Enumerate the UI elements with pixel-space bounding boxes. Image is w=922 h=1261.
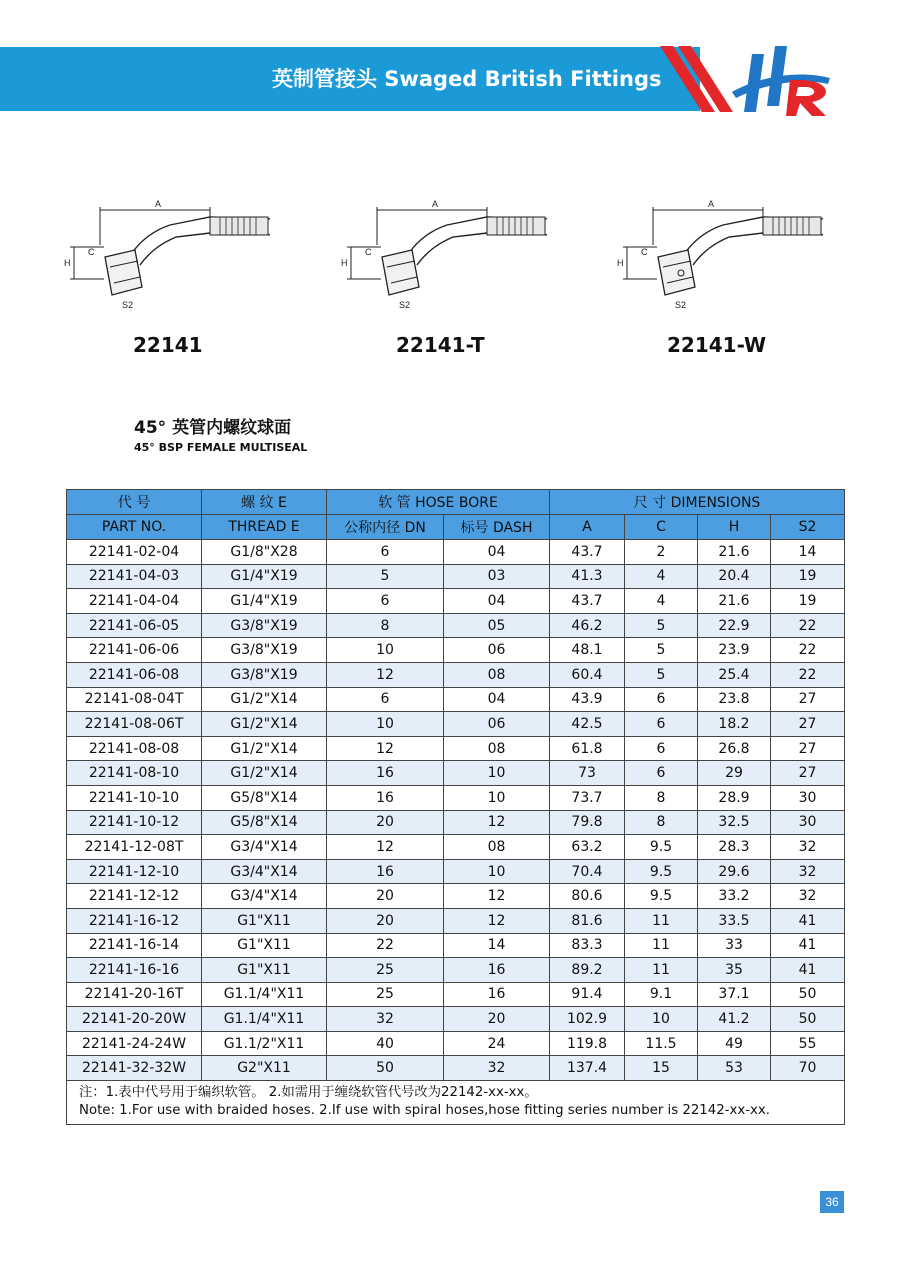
table-row bbox=[67, 761, 845, 786]
cell-dim-s2: 22 bbox=[771, 613, 845, 638]
section-title-cn: 45° 英管内螺纹球面 bbox=[134, 418, 292, 438]
cell-dn: 12 bbox=[327, 835, 444, 860]
cell-dim-a: 43.7 bbox=[550, 589, 625, 614]
table-row bbox=[67, 835, 845, 860]
cell-dn: 5 bbox=[327, 564, 444, 589]
cell-thread: G1/2"X14 bbox=[202, 687, 327, 712]
cell-thread: G3/4"X14 bbox=[202, 859, 327, 884]
table-row bbox=[67, 958, 845, 983]
cell-dash: 05 bbox=[444, 613, 550, 638]
cell-dim-h: 49 bbox=[698, 1031, 771, 1056]
cell-part-no: 22141-20-16T bbox=[67, 982, 202, 1007]
cell-dim-s2: 19 bbox=[771, 564, 845, 589]
cell-dim-c: 6 bbox=[625, 761, 698, 786]
dim-label-a: A bbox=[708, 199, 715, 209]
cell-dim-s2: 19 bbox=[771, 589, 845, 614]
table-header-row bbox=[67, 515, 845, 540]
table-row bbox=[67, 662, 845, 687]
cell-dim-h: 18.2 bbox=[698, 712, 771, 737]
cell-dash: 08 bbox=[444, 662, 550, 687]
page-title: 英制管接头 Swaged British Fittings bbox=[272, 67, 662, 91]
cell-thread: G1.1/4"X11 bbox=[202, 1007, 327, 1032]
table-note bbox=[67, 1081, 845, 1125]
table-row bbox=[67, 933, 845, 958]
cell-dim-a: 73 bbox=[550, 761, 625, 786]
dim-label-h: H bbox=[64, 258, 71, 268]
cell-dn: 10 bbox=[327, 638, 444, 663]
cell-dim-c: 6 bbox=[625, 712, 698, 737]
table-row bbox=[67, 687, 845, 712]
cell-dash: 04 bbox=[444, 589, 550, 614]
table-row bbox=[67, 810, 845, 835]
cell-dash: 24 bbox=[444, 1031, 550, 1056]
cell-dim-a: 102.9 bbox=[550, 1007, 625, 1032]
note-en: Note: 1.For use with braided hoses. 2.If use with spiral hoses,hose fitting series number is 22142-xx-xx. bbox=[79, 1103, 770, 1119]
table-row bbox=[67, 859, 845, 884]
cell-dim-s2: 30 bbox=[771, 785, 845, 810]
dim-label-c: C bbox=[641, 247, 648, 257]
cell-part-no: 22141-32-32W bbox=[67, 1056, 202, 1081]
cell-dim-a: 42.5 bbox=[550, 712, 625, 737]
cell-dim-s2: 30 bbox=[771, 810, 845, 835]
cell-dim-s2: 27 bbox=[771, 687, 845, 712]
spec-table bbox=[66, 489, 845, 1125]
dim-label-s2: S2 bbox=[399, 300, 411, 310]
cell-dim-a: 70.4 bbox=[550, 859, 625, 884]
cell-dim-c: 11.5 bbox=[625, 1031, 698, 1056]
cell-thread: G1"X11 bbox=[202, 933, 327, 958]
cell-dash: 04 bbox=[444, 687, 550, 712]
cell-dim-h: 26.8 bbox=[698, 736, 771, 761]
table-row bbox=[67, 736, 845, 761]
cell-dim-s2: 27 bbox=[771, 712, 845, 737]
col-header-thread-en: THREAD E bbox=[202, 515, 327, 540]
cell-dim-h: 33.5 bbox=[698, 908, 771, 933]
cell-dim-a: 89.2 bbox=[550, 958, 625, 983]
cell-part-no: 22141-12-12 bbox=[67, 884, 202, 909]
table-row bbox=[67, 884, 845, 909]
cell-dash: 06 bbox=[444, 712, 550, 737]
cell-dn: 25 bbox=[327, 982, 444, 1007]
cell-dim-c: 9.5 bbox=[625, 859, 698, 884]
fitting-drawing-22141-w bbox=[613, 195, 823, 320]
table-row bbox=[67, 1007, 845, 1032]
cell-dim-c: 8 bbox=[625, 785, 698, 810]
cell-thread: G3/8"X19 bbox=[202, 662, 327, 687]
cell-dim-c: 5 bbox=[625, 638, 698, 663]
cell-dim-c: 11 bbox=[625, 958, 698, 983]
logo-letter-r bbox=[786, 80, 826, 116]
col-header-part-cn: 代 号 bbox=[67, 490, 202, 515]
table-row bbox=[67, 589, 845, 614]
cell-dim-s2: 70 bbox=[771, 1056, 845, 1081]
cell-dn: 20 bbox=[327, 884, 444, 909]
cell-dash: 12 bbox=[444, 908, 550, 933]
cell-dim-h: 21.6 bbox=[698, 540, 771, 565]
cell-dim-c: 11 bbox=[625, 933, 698, 958]
col-header-dn: 公称内径 DN bbox=[327, 515, 444, 540]
cell-dn: 40 bbox=[327, 1031, 444, 1056]
cell-part-no: 22141-06-05 bbox=[67, 613, 202, 638]
col-header-c: C bbox=[625, 515, 698, 540]
cell-dim-a: 81.6 bbox=[550, 908, 625, 933]
table-row bbox=[67, 613, 845, 638]
cell-dash: 16 bbox=[444, 982, 550, 1007]
cell-dim-h: 28.3 bbox=[698, 835, 771, 860]
cell-dim-h: 37.1 bbox=[698, 982, 771, 1007]
cell-dim-s2: 55 bbox=[771, 1031, 845, 1056]
table-row bbox=[67, 540, 845, 565]
col-header-a: A bbox=[550, 515, 625, 540]
part-label-22141-w: 22141-W bbox=[667, 333, 767, 357]
cell-dim-c: 6 bbox=[625, 736, 698, 761]
cell-thread: G2"X11 bbox=[202, 1056, 327, 1081]
cell-dim-h: 29 bbox=[698, 761, 771, 786]
cell-dim-h: 22.9 bbox=[698, 613, 771, 638]
col-header-part-en: PART NO. bbox=[67, 515, 202, 540]
cell-dim-s2: 41 bbox=[771, 933, 845, 958]
cell-thread: G3/8"X19 bbox=[202, 613, 327, 638]
col-header-hose-bore: 软 管 HOSE BORE bbox=[327, 490, 550, 515]
cell-dim-h: 32.5 bbox=[698, 810, 771, 835]
cell-dim-a: 79.8 bbox=[550, 810, 625, 835]
cell-part-no: 22141-08-10 bbox=[67, 761, 202, 786]
cell-dash: 08 bbox=[444, 835, 550, 860]
cell-dim-h: 29.6 bbox=[698, 859, 771, 884]
col-header-dimensions: 尺 寸 DIMENSIONS bbox=[550, 490, 845, 515]
cell-part-no: 22141-08-06T bbox=[67, 712, 202, 737]
cell-dn: 25 bbox=[327, 958, 444, 983]
cell-part-no: 22141-20-20W bbox=[67, 1007, 202, 1032]
cell-dim-h: 23.8 bbox=[698, 687, 771, 712]
part-label-22141-t: 22141-T bbox=[396, 333, 485, 357]
cell-dim-a: 60.4 bbox=[550, 662, 625, 687]
cell-dn: 16 bbox=[327, 785, 444, 810]
cell-dim-c: 5 bbox=[625, 613, 698, 638]
cell-dim-a: 83.3 bbox=[550, 933, 625, 958]
cell-dn: 32 bbox=[327, 1007, 444, 1032]
table-row bbox=[67, 908, 845, 933]
table-row bbox=[67, 1031, 845, 1056]
col-header-dash: 标号 DASH bbox=[444, 515, 550, 540]
cell-dash: 10 bbox=[444, 785, 550, 810]
note-cn: 注：1.表中代号用于编织软管。 2.如需用于缠绕软管代号改为22142-xx-xx。 bbox=[79, 1085, 538, 1101]
cell-dim-c: 9.5 bbox=[625, 884, 698, 909]
cell-dim-h: 25.4 bbox=[698, 662, 771, 687]
dim-label-a: A bbox=[432, 199, 439, 209]
cell-part-no: 22141-08-04T bbox=[67, 687, 202, 712]
cell-dim-c: 6 bbox=[625, 687, 698, 712]
cell-dim-c: 9.5 bbox=[625, 835, 698, 860]
dim-label-h: H bbox=[341, 258, 348, 268]
cell-dim-s2: 50 bbox=[771, 1007, 845, 1032]
cell-dim-c: 9.1 bbox=[625, 982, 698, 1007]
cell-dash: 06 bbox=[444, 638, 550, 663]
cell-dim-a: 73.7 bbox=[550, 785, 625, 810]
cell-dim-h: 53 bbox=[698, 1056, 771, 1081]
cell-thread: G1/2"X14 bbox=[202, 712, 327, 737]
cell-thread: G1.1/2"X11 bbox=[202, 1031, 327, 1056]
cell-part-no: 22141-12-08T bbox=[67, 835, 202, 860]
cell-dim-a: 80.6 bbox=[550, 884, 625, 909]
dim-label-a: A bbox=[155, 199, 162, 209]
cell-dim-h: 21.6 bbox=[698, 589, 771, 614]
cell-dim-a: 43.7 bbox=[550, 540, 625, 565]
cell-part-no: 22141-06-08 bbox=[67, 662, 202, 687]
cell-thread: G3/4"X14 bbox=[202, 835, 327, 860]
table-row bbox=[67, 712, 845, 737]
cell-dn: 8 bbox=[327, 613, 444, 638]
cell-dim-a: 41.3 bbox=[550, 564, 625, 589]
cell-part-no: 22141-04-03 bbox=[67, 564, 202, 589]
table-row bbox=[67, 785, 845, 810]
cell-dim-c: 4 bbox=[625, 589, 698, 614]
cell-dn: 16 bbox=[327, 859, 444, 884]
cell-part-no: 22141-04-04 bbox=[67, 589, 202, 614]
cell-dim-c: 8 bbox=[625, 810, 698, 835]
dim-label-c: C bbox=[365, 247, 372, 257]
cell-thread: G3/8"X19 bbox=[202, 638, 327, 663]
cell-part-no: 22141-12-10 bbox=[67, 859, 202, 884]
cell-dim-h: 23.9 bbox=[698, 638, 771, 663]
cell-dash: 12 bbox=[444, 884, 550, 909]
cell-dn: 10 bbox=[327, 712, 444, 737]
cell-thread: G1"X11 bbox=[202, 908, 327, 933]
cell-dash: 20 bbox=[444, 1007, 550, 1032]
table-row bbox=[67, 564, 845, 589]
cell-part-no: 22141-16-14 bbox=[67, 933, 202, 958]
cell-dim-s2: 22 bbox=[771, 662, 845, 687]
cell-dim-a: 46.2 bbox=[550, 613, 625, 638]
cell-thread: G1"X11 bbox=[202, 958, 327, 983]
col-header-h: H bbox=[698, 515, 771, 540]
part-label-22141: 22141 bbox=[133, 333, 203, 357]
cell-dim-a: 119.8 bbox=[550, 1031, 625, 1056]
cell-dim-c: 15 bbox=[625, 1056, 698, 1081]
table-row bbox=[67, 638, 845, 663]
cell-dim-h: 35 bbox=[698, 958, 771, 983]
cell-dim-c: 10 bbox=[625, 1007, 698, 1032]
cell-dim-s2: 41 bbox=[771, 908, 845, 933]
table-note-row bbox=[67, 1081, 845, 1125]
cell-dash: 03 bbox=[444, 564, 550, 589]
cell-dim-s2: 50 bbox=[771, 982, 845, 1007]
cell-dim-s2: 32 bbox=[771, 859, 845, 884]
cell-dim-h: 33 bbox=[698, 933, 771, 958]
dim-label-s2: S2 bbox=[675, 300, 687, 310]
cell-dn: 16 bbox=[327, 761, 444, 786]
cell-thread: G5/8"X14 bbox=[202, 785, 327, 810]
cell-dn: 20 bbox=[327, 908, 444, 933]
col-header-thread-cn: 螺 纹 E bbox=[202, 490, 327, 515]
cell-dim-h: 33.2 bbox=[698, 884, 771, 909]
cell-dn: 50 bbox=[327, 1056, 444, 1081]
table-row bbox=[67, 1056, 845, 1081]
cell-thread: G3/4"X14 bbox=[202, 884, 327, 909]
cell-dim-s2: 32 bbox=[771, 835, 845, 860]
cell-dim-a: 63.2 bbox=[550, 835, 625, 860]
cell-dn: 12 bbox=[327, 736, 444, 761]
cell-part-no: 22141-16-16 bbox=[67, 958, 202, 983]
cell-dim-a: 91.4 bbox=[550, 982, 625, 1007]
page-number: 36 bbox=[820, 1191, 844, 1213]
dim-label-h: H bbox=[617, 258, 624, 268]
table-row bbox=[67, 982, 845, 1007]
dim-label-c: C bbox=[88, 247, 95, 257]
cell-thread: G1/2"X14 bbox=[202, 761, 327, 786]
cell-dash: 12 bbox=[444, 810, 550, 835]
cell-dim-a: 43.9 bbox=[550, 687, 625, 712]
cell-part-no: 22141-02-04 bbox=[67, 540, 202, 565]
cell-dn: 22 bbox=[327, 933, 444, 958]
cell-thread: G5/8"X14 bbox=[202, 810, 327, 835]
cell-dim-a: 61.8 bbox=[550, 736, 625, 761]
cell-dash: 16 bbox=[444, 958, 550, 983]
cell-dim-s2: 41 bbox=[771, 958, 845, 983]
cell-dim-h: 41.2 bbox=[698, 1007, 771, 1032]
cell-part-no: 22141-10-12 bbox=[67, 810, 202, 835]
cell-dash: 08 bbox=[444, 736, 550, 761]
cell-dn: 6 bbox=[327, 540, 444, 565]
table-header-row bbox=[67, 490, 845, 515]
cell-dash: 14 bbox=[444, 933, 550, 958]
fitting-drawing-22141 bbox=[60, 195, 270, 320]
cell-dn: 20 bbox=[327, 810, 444, 835]
section-title-en: 45° BSP FEMALE MULTISEAL bbox=[134, 441, 308, 454]
cell-dim-h: 28.9 bbox=[698, 785, 771, 810]
cell-dim-c: 4 bbox=[625, 564, 698, 589]
cell-dim-a: 48.1 bbox=[550, 638, 625, 663]
cell-part-no: 22141-16-12 bbox=[67, 908, 202, 933]
cell-part-no: 22141-08-08 bbox=[67, 736, 202, 761]
cell-dn: 6 bbox=[327, 687, 444, 712]
cell-dash: 10 bbox=[444, 859, 550, 884]
cell-dim-s2: 32 bbox=[771, 884, 845, 909]
cell-dim-s2: 22 bbox=[771, 638, 845, 663]
cell-dim-c: 5 bbox=[625, 662, 698, 687]
cell-thread: G1/4"X19 bbox=[202, 564, 327, 589]
fitting-drawing-22141-t bbox=[337, 195, 547, 320]
cell-part-no: 22141-10-10 bbox=[67, 785, 202, 810]
cell-dn: 6 bbox=[327, 589, 444, 614]
cell-dash: 04 bbox=[444, 540, 550, 565]
cell-part-no: 22141-06-06 bbox=[67, 638, 202, 663]
cell-thread: G1/8"X28 bbox=[202, 540, 327, 565]
cell-dim-h: 20.4 bbox=[698, 564, 771, 589]
company-logo bbox=[640, 40, 840, 120]
cell-dim-s2: 14 bbox=[771, 540, 845, 565]
cell-dim-c: 11 bbox=[625, 908, 698, 933]
cell-dim-s2: 27 bbox=[771, 761, 845, 786]
cell-thread: G1/4"X19 bbox=[202, 589, 327, 614]
col-header-s2: S2 bbox=[771, 515, 845, 540]
cell-dash: 32 bbox=[444, 1056, 550, 1081]
cell-thread: G1.1/4"X11 bbox=[202, 982, 327, 1007]
cell-dim-a: 137.4 bbox=[550, 1056, 625, 1081]
cell-dn: 12 bbox=[327, 662, 444, 687]
cell-dim-c: 2 bbox=[625, 540, 698, 565]
cell-dash: 10 bbox=[444, 761, 550, 786]
dim-label-s2: S2 bbox=[122, 300, 134, 310]
cell-thread: G1/2"X14 bbox=[202, 736, 327, 761]
cell-dim-s2: 27 bbox=[771, 736, 845, 761]
cell-part-no: 22141-24-24W bbox=[67, 1031, 202, 1056]
